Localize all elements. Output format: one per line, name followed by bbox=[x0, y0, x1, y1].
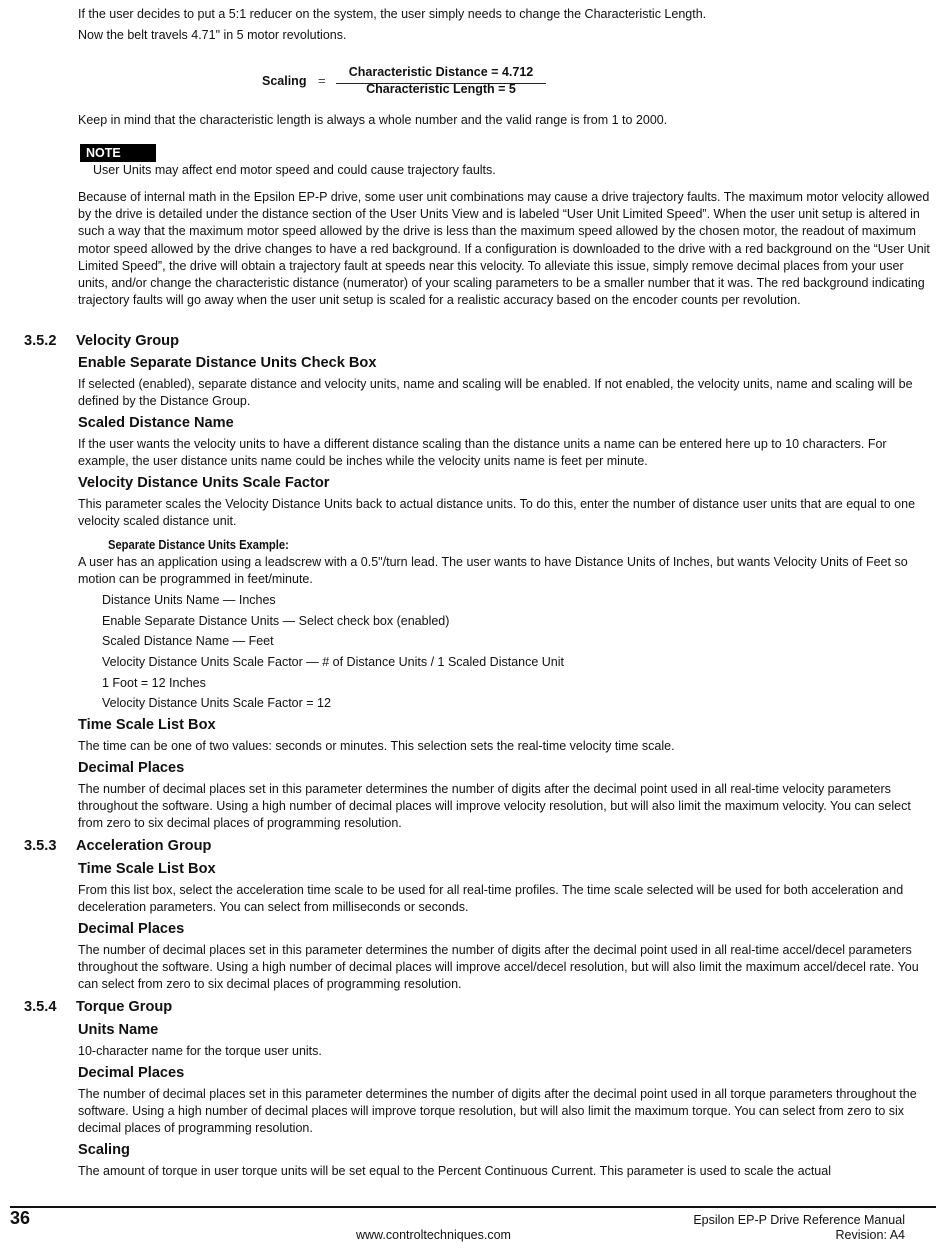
note-badge: NOTE bbox=[80, 144, 156, 162]
accel-time-scale-text: From this list box, select the acceleration time scale to be used for all real-time profiles. The time scale selected will be used for both acceleration and deceleration parameters. You can select from milliseconds or seconds. bbox=[78, 883, 904, 915]
section-title: Acceleration Group bbox=[76, 838, 212, 854]
section-heading-torque bbox=[24, 998, 172, 1016]
heading-accel-time-scale: Time Scale List Box bbox=[78, 861, 216, 877]
manual-title: Epsilon EP-P Drive Reference Manual bbox=[693, 1213, 905, 1227]
formula-label: Scaling bbox=[262, 74, 307, 88]
section-title: Torque Group bbox=[76, 999, 173, 1015]
intro-line-2: Now the belt travels 4.71" in 5 motor revolutions. bbox=[78, 28, 347, 42]
torque-units-name-text: 10-character name for the torque user units. bbox=[78, 1044, 322, 1058]
velocity-decimal-places-text: The number of decimal places set in this parameter determines the number of digits after the decimal point used in all real-time velocity parameters throughout the software. Using a high number of decimal places will improve velocity resolution, but will also limit the maximum velocity. You can select from zero to six decimal places of programming resolution. bbox=[78, 782, 911, 831]
example-line: Distance Units Name — Inches bbox=[102, 593, 276, 607]
section-number: 3.5.2 bbox=[24, 333, 57, 349]
section-number: 3.5.4 bbox=[24, 999, 57, 1015]
heading-scaled-distance-name: Scaled Distance Name bbox=[78, 415, 234, 431]
enable-separate-distance-text: If selected (enabled), separate distance and velocity units, name and scaling will be enabled. If not enabled, the velocity units, name and scaling will be defined by the Distance Group. bbox=[78, 377, 913, 409]
section-heading-acceleration bbox=[24, 837, 211, 855]
heading-torque-scaling: Scaling bbox=[78, 1142, 130, 1158]
example-line: Velocity Distance Units Scale Factor — # of Distance Units / 1 Scaled Distance Unit bbox=[102, 655, 564, 669]
keep-in-mind-text: Keep in mind that the characteristic length is always a whole number and the valid range is from 1 to 2000. bbox=[78, 113, 668, 127]
heading-accel-decimal-places: Decimal Places bbox=[78, 921, 185, 937]
scaled-distance-name-text: If the user wants the velocity units to have a different distance scaling than the distance units a name can be entered here up to 10 characters. For example, the user distance units name could be inches while the velocity units name is feet per minute. bbox=[78, 437, 887, 469]
section-heading-velocity bbox=[24, 332, 179, 350]
heading-velocity-time-scale: Time Scale List Box bbox=[78, 717, 216, 733]
page-number: 36 bbox=[10, 1208, 31, 1228]
torque-scaling-text: The amount of torque in user torque units will be set equal to the Percent Continuous Current. This parameter is used to scale the actual bbox=[78, 1164, 831, 1178]
example-heading: Separate Distance Units Example: bbox=[108, 537, 289, 552]
heading-torque-units-name: Units Name bbox=[78, 1022, 159, 1038]
example-line: Velocity Distance Units Scale Factor = 12 bbox=[102, 696, 331, 710]
formula-numerator: Characteristic Distance = 4.712 bbox=[348, 65, 534, 79]
example-line: Scaled Distance Name — Feet bbox=[102, 634, 274, 648]
internal-math-paragraph: Because of internal math in the Epsilon EP-P drive, some user unit combinations may cause a drive trajectory faults. The maximum motor velocity allowed by the drive is detailed under the distance section of the User Units View and is labeled “User Unit Limited Speed”. When the user unit setup is altered in such a way that the maximum motor speed allowed by the drive is less than the maximum speed allowed by the chosen motor, the readout of maximum motor speed allowed by the drive changes to have a red background. If a configuration is downloaded to the drive with a red background on the “User Unit Limited Speed”, the drive will obtain a trajectory fault at speeds near this velocity. To alleviate this issue, simply remove decimal places from your user units, and/or change the characteristic distance (numerator) of your scaling parameters to be a smaller number that it was. The red background indicating trajectory faults will go away when the user unit setup is scaled for a realistic accuracy based on the encoder counts per revolution. bbox=[78, 190, 930, 308]
velocity-scale-factor-text: This parameter scales the Velocity Distance Units back to actual distance units. To do this, enter the number of distance user units that are equal to one velocity scaled distance unit. bbox=[78, 497, 916, 529]
section-number: 3.5.3 bbox=[24, 838, 57, 854]
velocity-time-scale-text: The time can be one of two values: seconds or minutes. This selection sets the real-time velocity time scale. bbox=[78, 739, 675, 753]
example-line: 1 Foot = 12 Inches bbox=[102, 676, 206, 690]
heading-torque-decimal-places: Decimal Places bbox=[78, 1065, 185, 1081]
heading-velocity-scale-factor: Velocity Distance Units Scale Factor bbox=[78, 475, 330, 491]
note-text: User Units may affect end motor speed and could cause trajectory faults. bbox=[93, 163, 496, 177]
formula-equals: = bbox=[318, 73, 326, 88]
footer-rule bbox=[10, 1206, 936, 1208]
example-text: A user has an application using a leadscrew with a 0.5"/turn lead. The user wants to have Distance Units of Inches, but wants Velocity Units of Feet so motion can be programmed in feet/minute. bbox=[78, 555, 908, 587]
footer-url: www.controltechniques.com bbox=[356, 1228, 511, 1242]
formula-denominator: Characteristic Length = 5 bbox=[366, 82, 516, 96]
example-line: Enable Separate Distance Units — Select check box (enabled) bbox=[102, 614, 450, 628]
torque-decimal-places-text: The number of decimal places set in this parameter determines the number of digits after the decimal point used in all torque parameters throughout the software. Using a high number of decimal places will improve torque resolution, but will also limit the maximum torque. You can select from zero to six decimal places of programming resolution. bbox=[78, 1087, 917, 1136]
intro-line-1: If the user decides to put a 5:1 reducer on the system, the user simply needs to change the Characteristic Length. bbox=[78, 7, 707, 21]
heading-enable-separate-distance: Enable Separate Distance Units Check Box bbox=[78, 355, 377, 371]
heading-velocity-decimal-places: Decimal Places bbox=[78, 760, 185, 776]
accel-decimal-places-text: The number of decimal places set in this parameter determines the number of digits after the decimal point used in all real-time accel/decel parameters throughout the software. Using a high number of decimal places will improve accel/decel resolution, but will also limit the maximum accel/decel rate. You can select from zero to six decimal places of programming resolution. bbox=[78, 943, 919, 992]
revision: Revision: A4 bbox=[835, 1228, 905, 1242]
section-title: Velocity Group bbox=[76, 333, 179, 349]
